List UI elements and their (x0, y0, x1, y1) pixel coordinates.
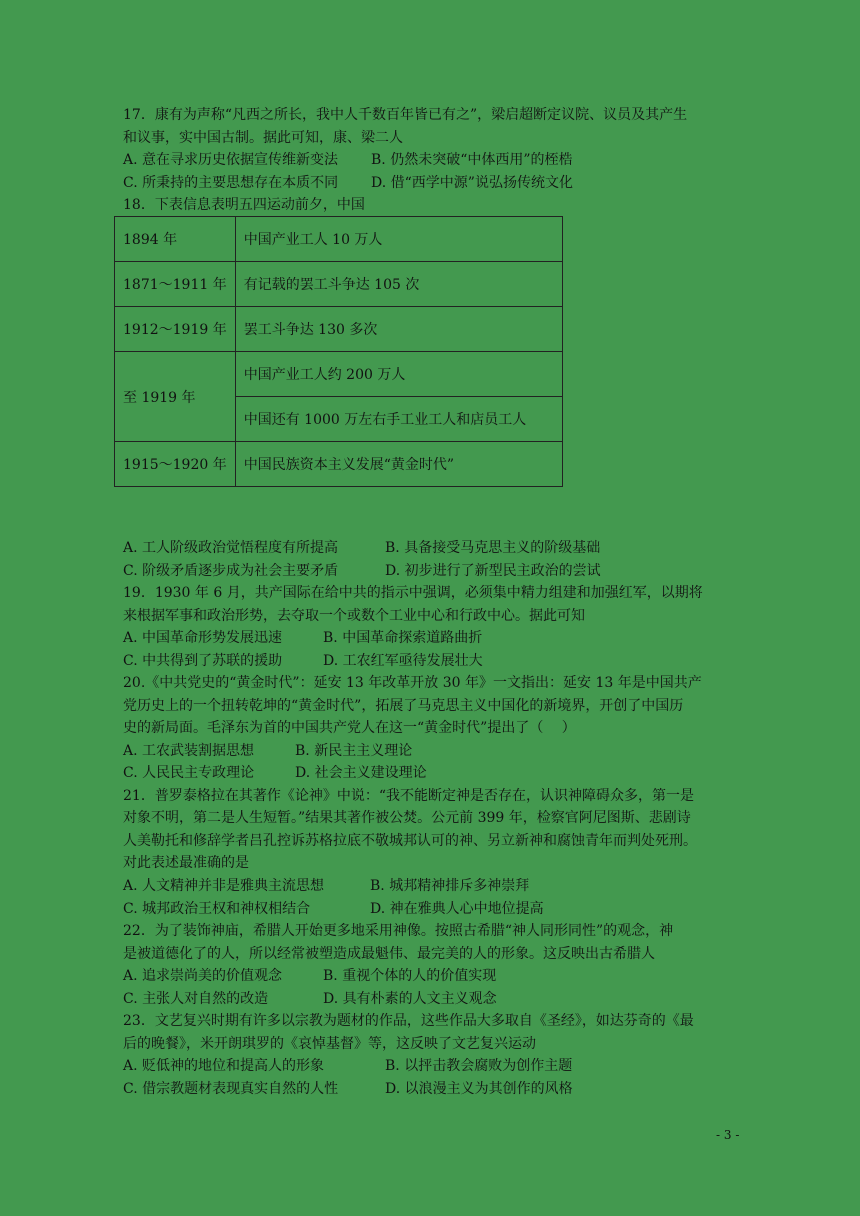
q23-options-row-2 (123, 1078, 573, 1100)
q17-stem-line-1: 17．康有为声称“凡西之所长，我中人千数百年皆已有之”，梁启超断定议院、议员及其产生 (123, 107, 688, 123)
q21-stem-line-4: 对此表述最准确的是 (123, 855, 249, 871)
q20-stem-line-2: 党历史上的一个扭转乾坤的“黄金时代”，拓展了马克思主义中国化的新境界，开创了中国历 (123, 698, 684, 714)
q17-stem-line-2: 和议事，实中国古制。据此可知，康、梁二人 (123, 130, 403, 146)
table-year-cell: 1915～1920 年 (115, 442, 236, 487)
q17-options-row-2 (123, 172, 573, 194)
q18-info-table (114, 216, 563, 487)
q19-option-c: C. 中共得到了苏联的援助 (123, 653, 283, 669)
q23-stem-line-1: 23．文艺复兴时期有许多以宗教为题材的作品，这些作品大多取自《圣经》，如达芬奇的《最 (123, 1013, 694, 1029)
table-year-cell: 1912～1919 年 (115, 307, 236, 352)
q18-option-b: B. 具备接受马克思主义的阶级基础 (385, 540, 601, 556)
q20-options-row-1 (123, 740, 412, 762)
q21-option-a: A. 人文精神并非是雅典主流思想 (123, 878, 325, 894)
q20-stem-line-1: 20.《中共党史的“黄金时代”：延安 13 年改革开放 30 年》一文指出：延安 13 年是中国共产 (123, 675, 702, 691)
table-row (115, 307, 563, 352)
q19-options-row-2 (123, 650, 483, 672)
q23-option-a: A. 贬低神的地位和提高人的形象 (123, 1058, 325, 1074)
q20-option-c: C. 人民民主专政理论 (123, 765, 255, 781)
q21-option-b: B. 城邦精神排斥多神崇拜 (370, 878, 530, 894)
table-row (115, 217, 563, 262)
q18-option-d: D. 初步进行了新型民主政治的尝试 (385, 563, 601, 579)
q22-stem-line-2: 是被道德化了的人，所以经常被塑造成最魁伟、最完美的人的形象。这反映出古希腊人 (123, 946, 655, 962)
q21-option-c: C. 城邦政治王权和神权相结合 (123, 901, 311, 917)
q19-stem-line-2: 来根据军事和政治形势，去夺取一个或数个工业中心和行政中心。据此可知 (123, 608, 585, 624)
q21-option-d: D. 神在雅典人心中地位提高 (370, 901, 544, 917)
q17-option-c: C. 所秉持的主要思想存在本质不同 (123, 175, 339, 191)
table-row (115, 442, 563, 487)
q22-options-row-2 (123, 988, 497, 1010)
q20-option-a: A. 工农武装割据思想 (123, 743, 255, 759)
q21-stem-line-1: 21．普罗泰格拉在其著作《论神》中说：“我不能断定神是否存在，认识神障碍众多，第一是 (123, 788, 694, 804)
q22-option-d: D. 具有朴素的人文主义观念 (323, 991, 497, 1007)
page-number: - 3 - (716, 1128, 740, 1142)
q19-option-d: D. 工农红军亟待发展壮大 (323, 653, 483, 669)
q19-option-b: B. 中国革命探索道路曲折 (323, 630, 483, 646)
q17-option-d: D. 借“西学中源”说弘扬传统文化 (371, 175, 573, 191)
q19-option-a: A. 中国革命形势发展迅速 (123, 630, 283, 646)
q23-option-d: D. 以浪漫主义为其创作的风格 (385, 1081, 573, 1097)
q20-option-d: D. 社会主义建设理论 (295, 765, 427, 781)
q21-stem-line-2: 对象不明，第二是人生短暂。”结果其著作被公焚。公元前 399 年，检察官阿尼图斯、悲剧诗 (123, 810, 691, 826)
q22-option-c: C. 主张人对自然的改造 (123, 991, 269, 1007)
q21-options-row-1 (123, 875, 529, 897)
q22-option-b: B. 重视个体的人的价值实现 (323, 968, 497, 984)
q18-options-row-1 (123, 537, 600, 559)
q23-option-c: C. 借宗教题材表现真实自然的人性 (123, 1081, 339, 1097)
q22-options-row-1 (123, 965, 496, 987)
q22-option-a: A. 追求崇尚美的价值观念 (123, 968, 283, 984)
q18-option-a: A. 工人阶级政治觉悟程度有所提高 (123, 540, 339, 556)
table-year-cell: 1894 年 (115, 217, 236, 262)
q19-stem-line-1: 19．1930 年 6 月，共产国际在给中共的指示中强调，必须集中精力组建和加强红军，以期将 (123, 585, 703, 601)
q17-option-a: A. 意在寻求历史依据宣传维新变法 (123, 152, 339, 168)
table-info-cell: 中国产业工人约 200 万人 (235, 352, 562, 397)
q23-options-row-1 (123, 1055, 572, 1077)
table-row (115, 352, 563, 397)
q18-option-c: C. 阶级矛盾逐步成为社会主要矛盾 (123, 563, 339, 579)
q19-options-row-1 (123, 627, 482, 649)
q20-options-row-2 (123, 762, 427, 784)
table-info-cell: 中国民族资本主义发展“黄金时代” (235, 442, 562, 487)
table-info-cell: 中国产业工人 10 万人 (235, 217, 562, 262)
q17-options-row-1 (123, 149, 573, 171)
q20-stem-line-3: 史的新局面。毛泽东为首的中国共产党人在这一“黄金时代”提出了（ ） (123, 720, 576, 736)
q21-stem-line-3: 人美勒托和修辞学者吕孔控诉苏格拉底不敬城邦认可的神、另立新神和腐蚀青年而判处死刑。 (123, 833, 697, 849)
q23-stem-line-2: 后的晚餐》，米开朗琪罗的《哀悼基督》等，这反映了文艺复兴运动 (123, 1036, 536, 1052)
table-info-cell: 有记载的罢工斗争达 105 次 (235, 262, 562, 307)
q17-option-b: B. 仍然未突破“中体西用”的桎梏 (371, 152, 573, 168)
q18-stem: 18．下表信息表明五四运动前夕，中国 (123, 197, 365, 213)
table-info-cell: 中国还有 1000 万左右手工业工人和店员工人 (235, 397, 562, 442)
table-year-cell: 至 1919 年 (115, 352, 236, 442)
q18-options-row-2 (123, 560, 601, 582)
table-row (115, 262, 563, 307)
q21-options-row-2 (123, 898, 544, 920)
q22-stem-line-1: 22．为了装饰神庙，希腊人开始更多地采用神像。按照古希腊“神人同形同性”的观念，神 (123, 923, 674, 939)
q23-option-b: B. 以抨击教会腐败为创作主题 (385, 1058, 573, 1074)
table-year-cell: 1871～1911 年 (115, 262, 236, 307)
table-info-cell: 罢工斗争达 130 多次 (235, 307, 562, 352)
q20-option-b: B. 新民主主义理论 (295, 743, 413, 759)
